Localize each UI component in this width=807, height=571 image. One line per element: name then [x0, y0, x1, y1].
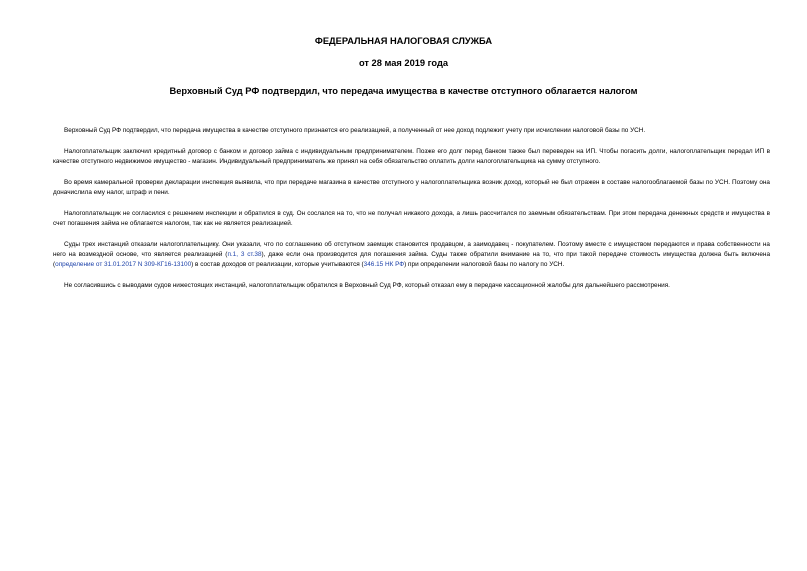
paragraph-5-text-d: ) при определении налоговой базы по налогу по УСН. [404, 261, 565, 268]
link-court-ruling[interactable]: определение от 31.01.2017 N 309-КГ16-13100 [55, 261, 192, 268]
paragraph-3: Во время камеральной проверки декларации инспекция выявила, что при передаче магазина в качестве отступного у налогоплательщика возник доход, который не был отражен в составе налогооблагаемой базы по УСН. Поэтому она доначислила ему налог, штраф и пени. [53, 179, 770, 196]
document-title: Верховный Суд РФ подтвердил, что передача имущества в качестве отступного облагается налогом [169, 86, 638, 96]
document-date: от 28 мая 2019 года [358, 58, 449, 68]
paragraph-1: Верховный Суд РФ подтвердил, что передача имущества в качестве отступного признается его реализацией, а полученный от нее доход подлежит учету при исчислении налоговой базы по УСН. [64, 127, 646, 134]
paragraph-5-text-b: ), даже если она производится для погашения займа. Суды также обратили внимание на то, что при такой передаче стоимость имущества должна быть включена ( [53, 251, 771, 268]
paragraph-4: Налогоплательщик не согласился с решением инспекции и обратился в суд. Он сослался на то, что не получал никакого дохода, а лишь рассчитался по заемным обязательствам. При этом передача денежных средств и имущества в счет погашения займа не облагается налогом, так как не является реализацией. [53, 210, 770, 227]
paragraph-5 [53, 240, 770, 270]
agency-name: ФЕДЕРАЛЬНАЯ НАЛОГОВАЯ СЛУЖБА [314, 36, 493, 46]
link-tax-code-art-346-15[interactable]: 346.15 НК РФ [363, 261, 405, 268]
document-body [53, 126, 770, 302]
paragraph-5-text-c: ) в состав доходов от реализации, которые учитываются ( [191, 261, 364, 268]
paragraph-2: Налогоплательщик заключил кредитный договор с банком и договор займа с индивидуальным предпринимателем. Позже его долг перед банком также был переведен на ИП. Чтобы погасить долги, налогоплательщик передал ИП в качестве отступного недвижимое имущество - магазин. Индивидуальный предприниматель же принял на себя обязательство оплатить долги налогоплательщика на сумму отступного. [53, 148, 770, 165]
paragraph-5-text-a: Суды трех инстанций отказали налогоплательщику. Они указали, что по соглашению об отступном заемщик становится продавцом, а заимодавец - покупателем. Поэтому вместе с имуществом передаются и права собственности на него на возмездной основе, что является реализацией ( [53, 241, 770, 258]
link-tax-code-art-38[interactable]: п.1, 3 ст.38 [227, 251, 262, 258]
paragraph-6: Не согласившись с выводами судов нижестоящих инстанций, налогоплательщик обратился в Верховный Суд РФ, который отказал ему в передаче кассационной жалобы для дальнейшего рассмотрения. [64, 282, 670, 289]
